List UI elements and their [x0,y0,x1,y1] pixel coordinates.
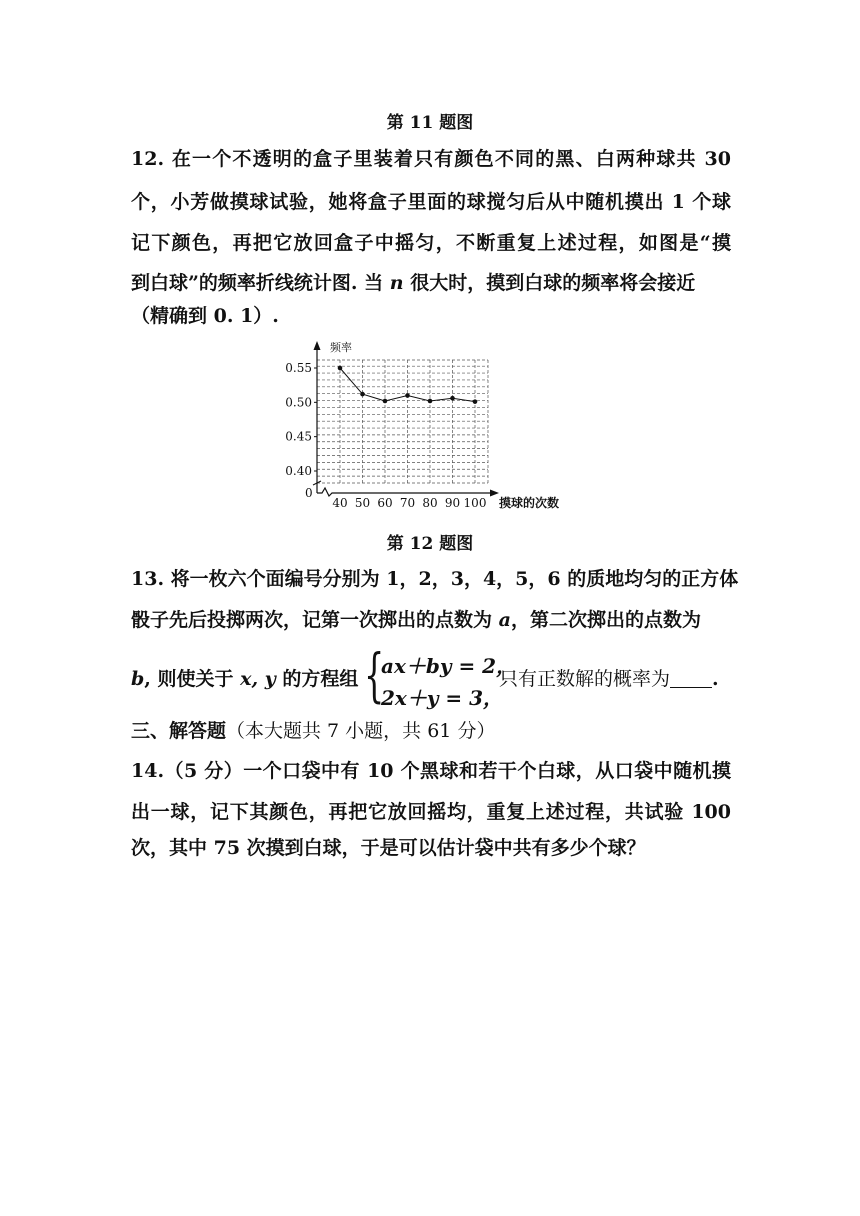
x-tick-label: 80 [422,496,438,510]
y-tick-label: 0.50 [285,395,312,410]
equation-brace: { [364,641,385,709]
q12-line-4 [131,270,731,296]
section-3-heading [131,718,731,744]
x-tick-label: 40 [332,496,348,510]
section-3-note: （本大题共 7 小题，共 61 分） [226,720,496,742]
chart-grid [317,360,488,483]
data-point [428,399,433,404]
q13-vars-xy: x, y [240,668,276,690]
q13-line-3-b: 的方程组 [275,668,359,690]
data-point [450,396,455,401]
q14-line-1: 14.（5 分）一个口袋中有 10 个黑球和若干个白球，从口袋中随机摸 [131,760,731,782]
chart-ticks [285,361,486,510]
x-axis-label: 摸球的次数 [499,496,560,510]
q13-line-3-a: , 则使关于 [144,668,241,690]
data-point [360,392,365,397]
x-tick-label: 70 [399,496,416,510]
q13-line-2-a: 骰子先后投掷两次，记第一次掷出的点数为 [131,609,499,631]
q12-var-n: n [389,272,404,294]
data-point [473,399,478,404]
q13-equation-line [131,641,731,710]
q13-line-1: 13. 将一枚六个面编号分别为 1，2，3，4，5，6 的质地均匀的正方体 [131,568,739,590]
q13-line-3-c: 只有正数解的概率为 [499,668,671,690]
q12-line-4-a: 到白球”的频率折线统计图. 当 [131,272,390,294]
q12-line-5: （精确到 0. 1）. [131,305,279,327]
q14-line-3: 次，其中 75 次摸到白球，于是可以估计袋中共有多少个球？ [131,837,646,859]
frequency-line-chart [280,336,590,516]
q12-line-2: 个，小芳做摸球试验，她将盒子里面的球搅匀后从中随机摸出 1 个球 [131,191,731,213]
y-axis-label: 频率 [330,341,352,354]
x-tick-label: 100 [463,496,487,510]
data-point [383,399,388,404]
equation-1: ax＋by = 2， [381,654,517,678]
q13-line-2-b: ，第二次掷出的点数为 [510,609,701,631]
x-tick-label: 90 [444,496,461,510]
y-tick-label: 0.40 [285,464,312,478]
equation-2: 2x＋y = 3， [381,686,504,710]
x-tick-label: 60 [377,496,393,510]
q14-line-2: 出一球，记下其颜色，再把它放回摇均，重复上述过程，共试验 100 [131,801,731,823]
q13-var-b: b [131,668,145,690]
section-3-title: 三、解答题 [131,720,227,742]
chart-axes [313,341,499,497]
q13-line-3-end: . [712,668,719,690]
q13-line-3-right [499,664,719,691]
x-tick-label: 50 [354,496,371,510]
origin-label: 0 [305,486,313,500]
data-point [338,366,343,371]
q12-line-1: 12. 在一个不透明的盒子里装着只有颜色不同的黑、白两种球共 30 [131,148,731,170]
answer-blank [670,669,712,688]
y-tick-label: 0.55 [285,361,312,375]
q13-line-3-left [131,664,358,691]
x-axis-arrow [490,490,499,497]
q13-var-a: a [498,609,511,631]
x-axis-line [317,488,494,496]
y-tick-label: 0.45 [285,429,312,444]
data-point [405,393,410,398]
q13-line-2 [131,607,731,633]
figure-12-caption: 第 12 题图 [386,534,474,554]
q12-line-3: 记下颜色，再把它放回盒子中摇匀，不断重复上述过程，如图是“摸 [131,232,731,254]
figure-11-caption: 第 11 题图 [386,113,474,133]
q12-line-4-b: 很大时，摸到白球的频率将会接近 [403,272,696,294]
y-axis-arrow [314,341,321,350]
